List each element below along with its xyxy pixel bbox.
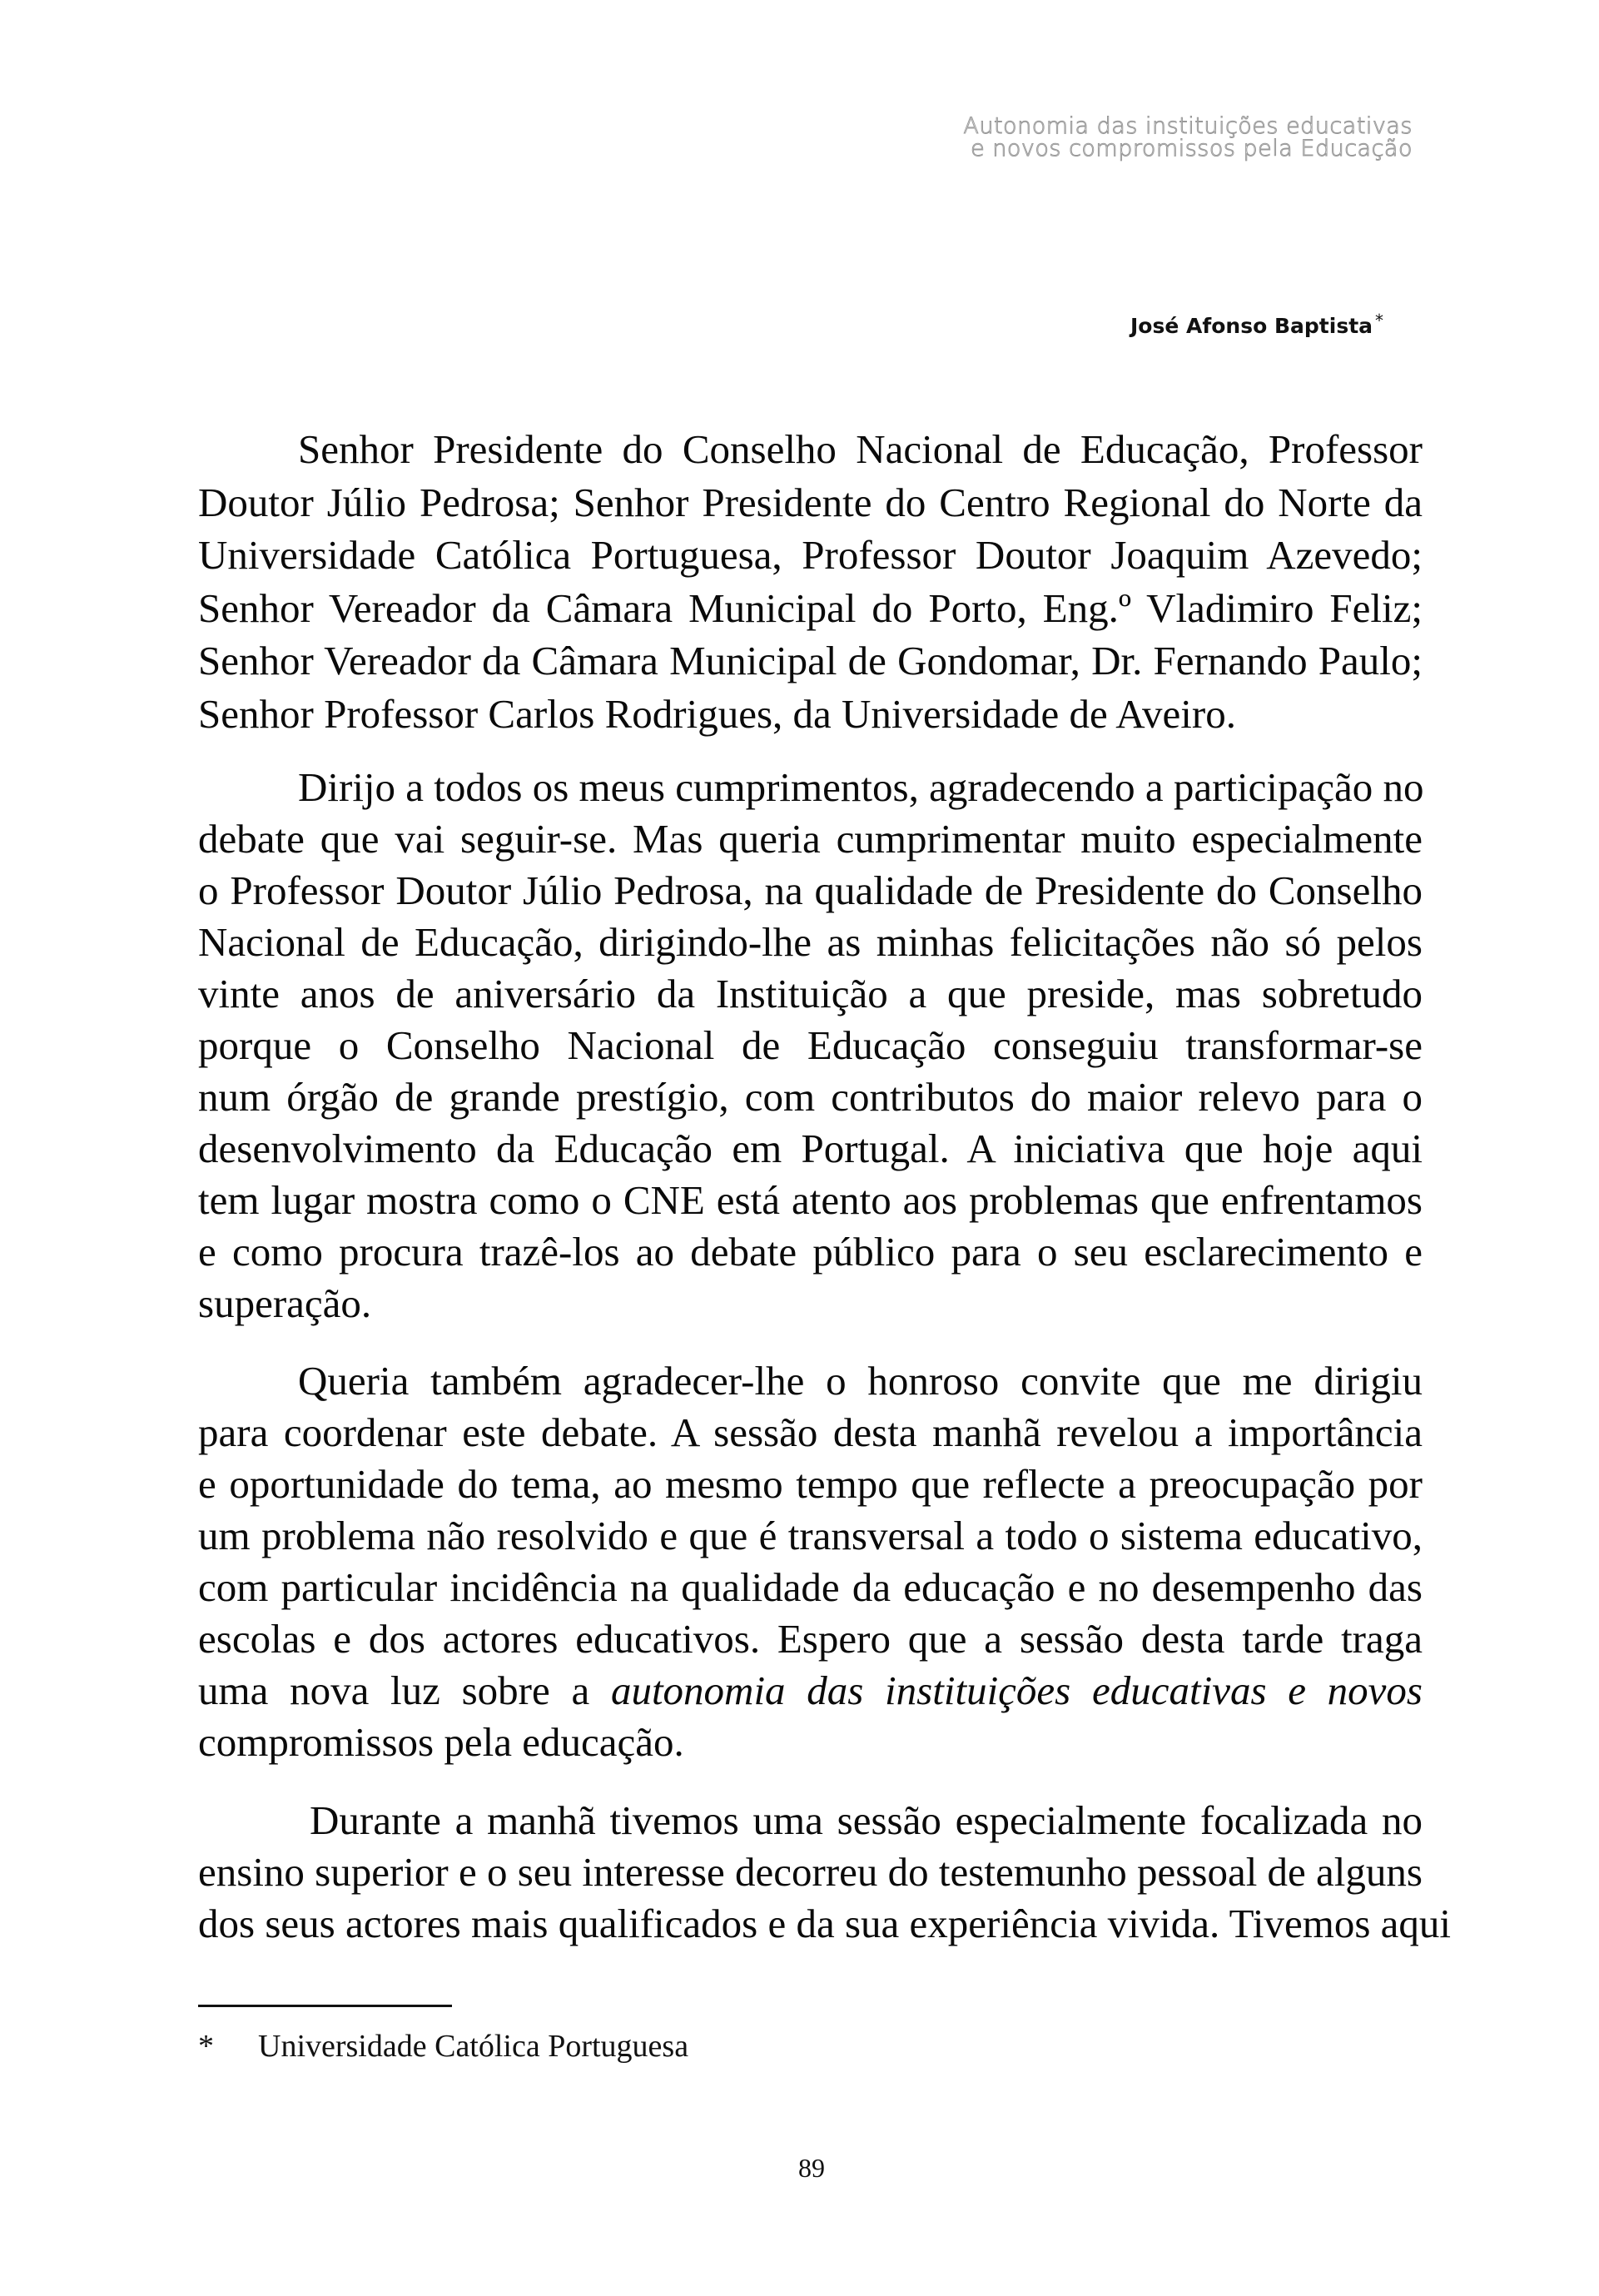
paragraph-line: Doutor Júlio Pedrosa; Senhor Presidente do Centro Regional do Norte da [198,479,1423,525]
paragraph-line: Dirijo a todos os meus cumprimentos, agradecendo a participação no [298,764,1424,810]
paragraph-1 [198,423,1423,740]
paragraph-line: tem lugar mostra como o CNE está atento aos problemas que enfrentamos [198,1177,1423,1223]
running-header-line-1: Autonomia das instituições educativas [963,113,1413,139]
paragraph-line: Senhor Vereador da Câmara Municipal do Porto, Eng.º Vladimiro Feliz; [198,584,1423,631]
paragraph-4 [198,1795,1452,1950]
running-header-line-2: e novos compromissos pela Educação [971,136,1413,162]
paragraph-line: Durante a manhã tivemos uma sessão especialmente focalizada no [310,1797,1423,1843]
footnote-text: Universidade Católica Portuguesa [258,2029,689,2064]
paragraph-line [198,1665,1423,1717]
paragraph-line: escolas e dos actores educativos. Espero que a sessão desta tarde traga [198,1616,1423,1662]
page-number: 89 [798,2153,825,2183]
author-name: José Afonso Baptista [1130,314,1373,338]
paragraph-line: dos seus actores mais qualificados e da sua experiência vivida. Tivemos aqui [198,1901,1452,1946]
footnote-separator [198,2005,452,2007]
paragraph-3 [198,1355,1423,1768]
paragraph-line: para coordenar este debate. A sessão desta manhã revelou a importância [198,1409,1423,1455]
paragraph-line: porque o Conselho Nacional de Educação conseguiu transformar-se [198,1022,1423,1068]
paragraph-line: superação. [198,1280,372,1326]
paragraph-line: Universidade Católica Portuguesa, Professor Doutor Joaquim Azevedo; [198,532,1423,578]
paragraph-line: o Professor Doutor Júlio Pedrosa, na qualidade de Presidente do Conselho [198,867,1423,913]
paragraph-line: Senhor Presidente do Conselho Nacional de Educação, Professor [298,426,1423,472]
paragraph-line: Queria também agradecer-lhe o honroso convite que me dirigiu [298,1358,1423,1404]
paragraph-line: com particular incidência na qualidade da educação e no desempenho das [198,1564,1423,1610]
footnote-mark: * [198,2029,214,2064]
paragraph-line: um problema não resolvido e que é transversal a todo o sistema educativo, [198,1513,1423,1558]
paragraph-line: vinte anos de aniversário da Instituição a que preside, mas sobretudo [198,971,1423,1016]
running-header [830,115,1413,160]
paragraph-line: e como procura trazê-los ao debate público para o seu esclarecimento e [198,1229,1423,1275]
paragraph-line: num órgão de grande prestígio, com contributos do maior relevo para o [198,1074,1423,1120]
paragraph-line: ensino superior e o seu interesse decorreu do testemunho pessoal de alguns [198,1849,1423,1895]
paragraph-line: Senhor Professor Carlos Rodrigues, da Universidade de Aveiro. [198,690,1236,737]
paragraph-line: Senhor Vereador da Câmara Municipal de Gondomar, Dr. Fernando Paulo; [198,638,1423,683]
paragraph-2 [198,762,1423,1329]
paragraph-line: desenvolvimento da Educação em Portugal. A iniciativa que hoje aqui [198,1126,1423,1171]
paragraph-line: Nacional de Educação, dirigindo-lhe as minhas felicitações não só pelos [198,919,1423,965]
paragraph-line: compromissos pela educação. [198,1719,684,1765]
paragraph-line: e oportunidade do tema, ao mesmo tempo que reflecte a preocupação por [198,1461,1423,1507]
author-footnote-mark: * [1375,311,1384,330]
line-text: uma nova luz sobre a [198,1667,611,1713]
italic-title-text: autonomia das instituições educativas e novos [610,1667,1423,1713]
author-byline [1130,308,1383,339]
footnote [198,2030,688,2063]
paragraph-line: debate que vai seguir-se. Mas queria cumprimentar muito especialmente [198,816,1423,862]
